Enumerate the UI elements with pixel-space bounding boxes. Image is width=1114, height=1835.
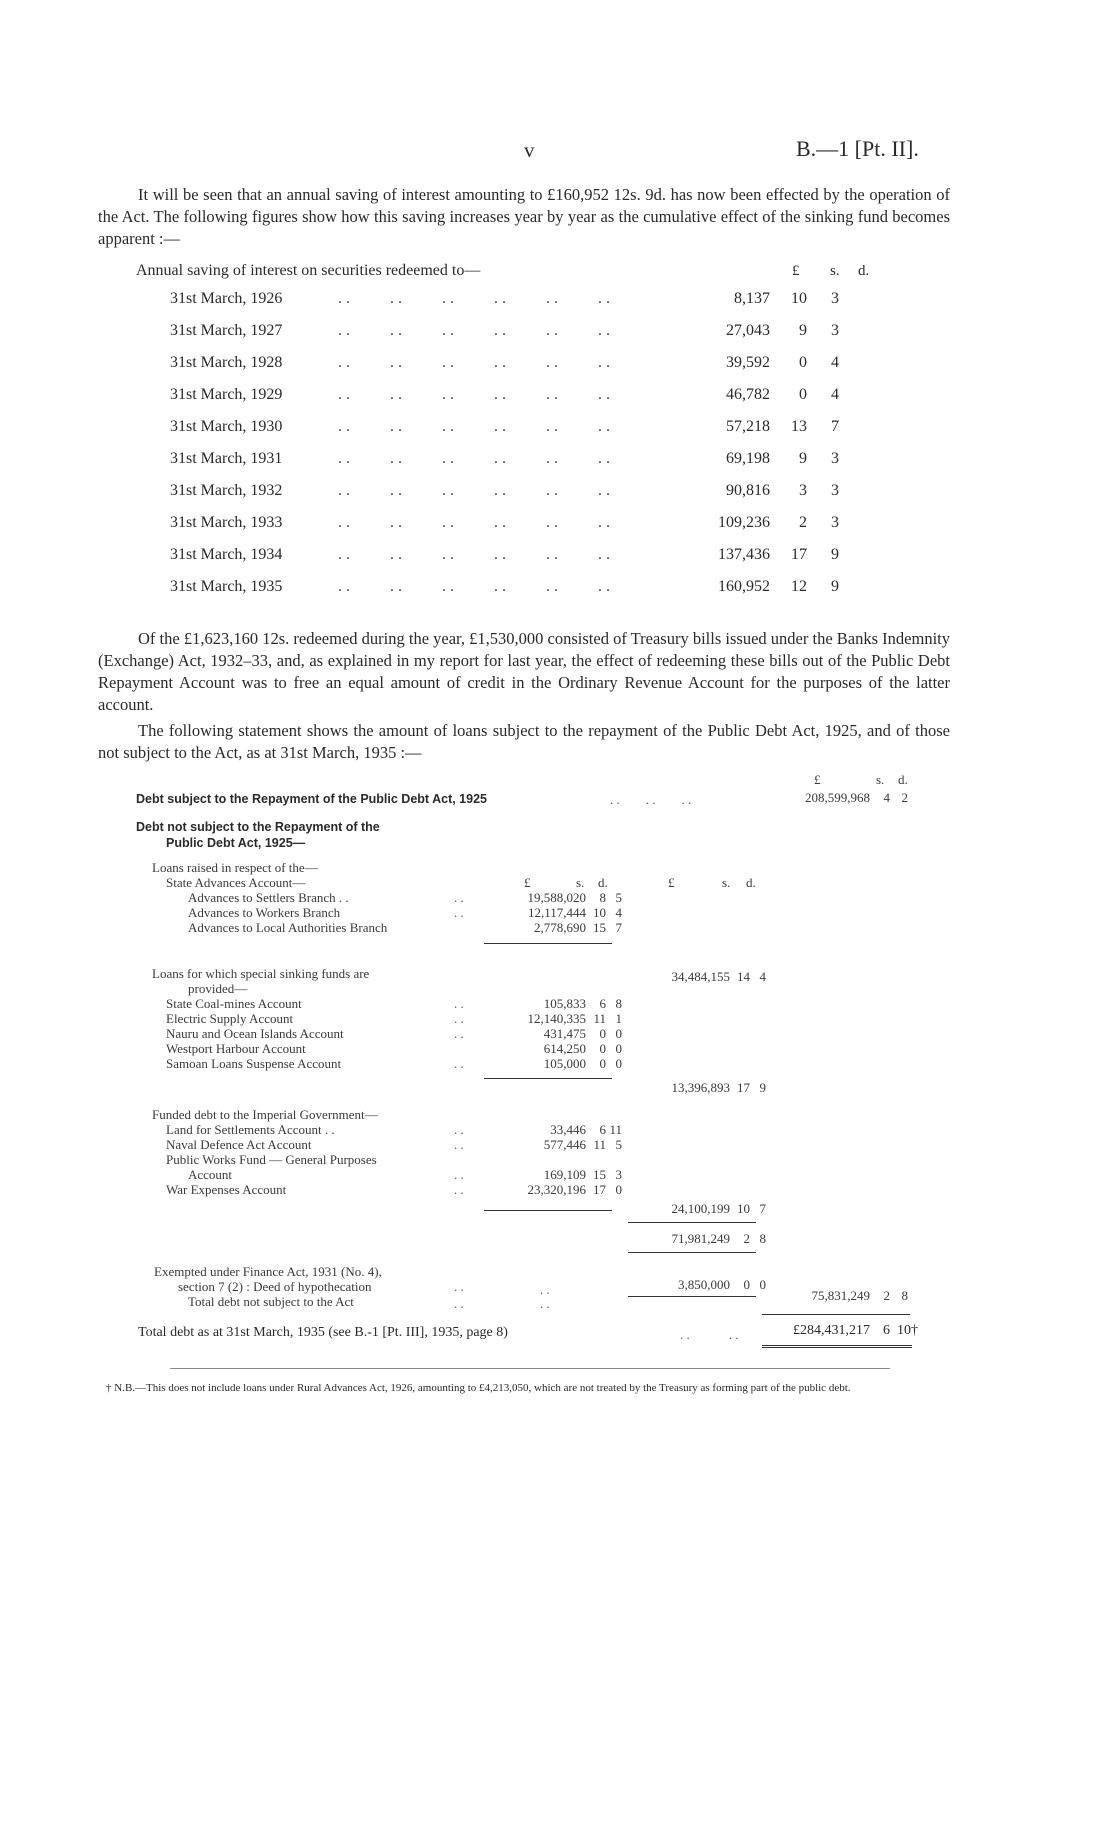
special-total-s: 17 xyxy=(737,1080,750,1095)
savings-row-shillings: 17 xyxy=(791,546,807,563)
intro-text: It will be seen that an annual saving of interest amounting to £160,952 12s. 9d. has now been effected by the operation of the Act. The following figures show how this saving increases year by year as the cumulative effect of the sinking fund becomes apparent :— xyxy=(98,185,950,248)
special-row-pounds: 431,475 xyxy=(543,1026,586,1041)
funded-total-d: 7 xyxy=(759,1201,766,1216)
advances-total-s: 14 xyxy=(737,969,750,984)
leader-dots: . . . . . . . . . . . . xyxy=(338,578,610,595)
special-row-pounds: 614,250 xyxy=(543,1041,586,1056)
savings-row-pounds: 90,816 xyxy=(726,482,770,499)
loans-heading-2: State Advances Account— xyxy=(166,875,306,890)
savings-row-date: 31st March, 1932 xyxy=(170,482,283,499)
advance-row-label: Advances to Workers Branch xyxy=(188,905,341,920)
special-row-leader: . . xyxy=(454,996,464,1011)
inner-col-d: d. xyxy=(598,875,608,890)
savings-row-date: 31st March, 1930 xyxy=(170,418,283,435)
leader-dots: . . . . . . . . . . . . xyxy=(338,450,610,467)
not-subject-heading-1: Debt not subject to the Repayment of the xyxy=(136,820,380,834)
special-rule xyxy=(484,1078,612,1079)
savings-row-date: 31st March, 1931 xyxy=(170,450,283,467)
funded-row-label: Land for Settlements Account . . xyxy=(166,1122,335,1137)
funded-row-shillings: 15 xyxy=(593,1167,606,1182)
grand-total-label: Total debt as at 31st March, 1935 (see B.-1 [Pt. III], 1935, page 8) xyxy=(138,1325,508,1340)
funded-row-pounds: 577,446 xyxy=(543,1137,586,1152)
savings-row-date: 31st March, 1928 xyxy=(170,354,283,371)
special-row-pence: 0 xyxy=(615,1056,622,1071)
loans-heading-1: Loans raised in respect of the— xyxy=(152,860,318,875)
total-not-subject-rule xyxy=(762,1314,910,1315)
funded-row-pence: 3 xyxy=(615,1167,622,1182)
para-statement-intro xyxy=(98,720,950,764)
leader-dots: . . . . . . . . . . . . xyxy=(338,386,610,403)
savings-row-pounds: 46,782 xyxy=(726,386,770,403)
savings-row-date: 31st March, 1927 xyxy=(170,322,283,339)
savings-row-pounds: 27,043 xyxy=(726,322,770,339)
special-heading-2: provided— xyxy=(188,981,248,996)
advance-row-pence: 7 xyxy=(615,920,622,935)
special-row-leader: . . xyxy=(454,1026,464,1041)
top-col-l: £ xyxy=(814,772,821,787)
advance-row-label: Advances to Settlers Branch . . xyxy=(188,890,349,905)
special-row-shillings: 0 xyxy=(599,1041,606,1056)
exempted-leader: . . xyxy=(454,1279,464,1294)
savings-row-pence: 7 xyxy=(831,418,839,435)
leader-dots: . . . . . . . . . . . . xyxy=(338,322,610,339)
special-row-pence: 1 xyxy=(615,1011,622,1026)
sum-total-l: 71,981,249 xyxy=(671,1231,730,1246)
savings-row-shillings: 2 xyxy=(799,514,807,531)
special-row-shillings: 0 xyxy=(599,1026,606,1041)
savings-row-pence: 4 xyxy=(831,354,839,371)
savings-row-pounds: 69,198 xyxy=(726,450,770,467)
page-number: v xyxy=(524,138,535,162)
savings-row-shillings: 10 xyxy=(791,290,807,307)
funded-row-pounds: 33,446 xyxy=(550,1122,586,1137)
exempted-leader-2: . . xyxy=(540,1282,550,1297)
savings-row-pence: 3 xyxy=(831,514,839,531)
savings-row-date: 31st March, 1935 xyxy=(170,578,283,595)
savings-row xyxy=(170,578,870,604)
savings-row-pounds: 160,952 xyxy=(718,578,770,595)
funded-row-label: War Expenses Account xyxy=(166,1182,287,1197)
funded-heading: Funded debt to the Imperial Government— xyxy=(152,1107,378,1122)
leader-dots: . . . . . . . . . . . . xyxy=(338,546,610,563)
top-col-d: d. xyxy=(898,772,908,787)
advance-row-leader: . . xyxy=(454,890,464,905)
funded-row-shillings: 6 xyxy=(599,1122,606,1137)
exempted-val-d: 0 xyxy=(759,1277,766,1292)
funded-row-leader: . . xyxy=(454,1182,464,1197)
top-col-s: s. xyxy=(876,772,885,787)
savings-col-s: s. xyxy=(830,263,840,279)
leader-dots: . . . . . . . . . . . . xyxy=(338,354,610,371)
redemption-text: Of the £1,623,160 12s. redeemed during the year, £1,530,000 consisted of Treasury bills issued under the Banks Indemnity (Exchange) Act, 1932–33, and, as explained in my report for last year, the effect of redeeming these bills out of the Public Debt Repayment Account was to free an equal amount of credit in the Ordinary Revenue Account for the purposes of the latter account. xyxy=(98,629,950,714)
special-row-label: Westport Harbour Account xyxy=(166,1041,306,1056)
statement-intro-text: The following statement shows the amount of loans subject to the repayment of the Public Debt Act, 1925, and of those not subject to the Act, as at 31st March, 1935 :— xyxy=(98,721,950,762)
savings-heading: Annual saving of interest on securities redeemed to— xyxy=(136,262,481,279)
advance-row-pounds: 19,588,020 xyxy=(527,890,586,905)
savings-row-shillings: 9 xyxy=(799,322,807,339)
total-not-subject-leader: . . xyxy=(454,1296,464,1311)
savings-row-pounds: 57,218 xyxy=(726,418,770,435)
special-row-shillings: 0 xyxy=(599,1056,606,1071)
special-row-label: Samoan Loans Suspense Account xyxy=(166,1056,342,1071)
total-not-subject-label: Total debt not subject to the Act xyxy=(188,1294,354,1309)
funded-row-shillings: 11 xyxy=(593,1137,606,1152)
advance-row-leader: . . xyxy=(454,905,464,920)
savings-col-l: £ xyxy=(792,263,800,279)
advance-row-pounds: 12,117,444 xyxy=(527,905,586,920)
special-row-pence: 0 xyxy=(615,1041,622,1056)
special-row-leader: . . xyxy=(454,1056,464,1071)
special-row-pounds: 105,000 xyxy=(543,1056,586,1071)
savings-row-pence: 3 xyxy=(831,290,839,307)
subject-d: 2 xyxy=(901,790,908,805)
leader-dots: . . . . . . . . . . . . xyxy=(338,290,610,307)
special-row-shillings: 11 xyxy=(593,1011,606,1026)
funded-row-leader: . . xyxy=(454,1137,464,1152)
savings-row xyxy=(170,418,870,444)
savings-row-pence: 4 xyxy=(831,386,839,403)
special-row-pounds: 12,140,335 xyxy=(527,1011,586,1026)
funded-row-leader: . . xyxy=(454,1122,464,1137)
grand-total-leader: . . . . xyxy=(680,1327,739,1342)
savings-row-pence: 9 xyxy=(831,578,839,595)
leader-dots: . . . . . . . . . . . . xyxy=(338,482,610,499)
mid-col-l: £ xyxy=(668,875,675,890)
subject-leader: . . . . . . xyxy=(610,792,692,807)
funded-row-pounds: 23,320,196 xyxy=(527,1182,586,1197)
funded-total-s: 10 xyxy=(737,1201,750,1216)
savings-row-pounds: 8,137 xyxy=(734,290,770,307)
advance-row-label: Advances to Local Authorities Branch xyxy=(188,920,388,935)
funded-row-label: Public Works Fund — General Purposes xyxy=(166,1152,377,1167)
exempted-line-1: Exempted under Finance Act, 1931 (No. 4), xyxy=(154,1264,382,1279)
savings-row-date: 31st March, 1929 xyxy=(170,386,283,403)
funded-row-leader: . . xyxy=(454,1167,464,1182)
leader-dots: . . . . . . . . . . . . xyxy=(338,514,610,531)
funded-row-label: Naval Defence Act Account xyxy=(166,1137,312,1152)
funded-row-shillings: 17 xyxy=(593,1182,606,1197)
exempted-line-2: section 7 (2) : Deed of hypothecation xyxy=(178,1279,372,1294)
funded-row-pounds: 169,109 xyxy=(543,1167,586,1182)
funded-row-label: Account xyxy=(188,1167,233,1182)
total-not-subject-d: 8 xyxy=(901,1288,908,1303)
funded-total-l: 24,100,199 xyxy=(671,1201,730,1216)
special-row-label: State Coal-mines Account xyxy=(166,996,302,1011)
savings-col-d: d. xyxy=(858,263,870,279)
special-heading-1: Loans for which special sinking funds are xyxy=(152,966,370,981)
savings-row-shillings: 0 xyxy=(799,354,807,371)
savings-row-pence: 3 xyxy=(831,322,839,339)
savings-row xyxy=(170,546,870,572)
inner-col-s: s. xyxy=(576,875,585,890)
special-row-shillings: 6 xyxy=(599,996,606,1011)
special-total-l: 13,396,893 xyxy=(671,1080,730,1095)
footnote: † N.B.—This does not include loans under Rural Advances Act, 1926, amounting to £4,213,050, which are not treated by the Treasury as forming part of the public debt. xyxy=(106,1382,851,1394)
total-not-subject-s: 2 xyxy=(883,1288,890,1303)
advances-rule xyxy=(484,943,612,944)
special-row-pence: 8 xyxy=(615,996,622,1011)
special-row-pounds: 105,833 xyxy=(543,996,586,1011)
savings-row xyxy=(170,386,870,412)
savings-row-date: 31st March, 1934 xyxy=(170,546,283,563)
funded-total-rule xyxy=(628,1222,756,1223)
sum-total-rule xyxy=(628,1252,756,1253)
savings-row-shillings: 9 xyxy=(799,450,807,467)
leader-dots: . . . . . . . . . . . . xyxy=(338,418,610,435)
savings-row xyxy=(170,322,870,348)
savings-row-pence: 3 xyxy=(831,482,839,499)
savings-row-pounds: 109,236 xyxy=(718,514,770,531)
advance-row-shillings: 15 xyxy=(593,920,606,935)
subject-s: 4 xyxy=(883,790,890,805)
sum-total-d: 8 xyxy=(759,1231,766,1246)
total-not-subject-leader-2: . . xyxy=(540,1296,550,1311)
not-subject-heading-2: Public Debt Act, 1925— xyxy=(166,836,306,850)
savings-row-date: 31st March, 1933 xyxy=(170,514,283,531)
funded-row-pence: 0 xyxy=(615,1182,622,1197)
advance-row-pence: 5 xyxy=(615,890,622,905)
subject-heading: Debt subject to the Repayment of the Public Debt Act, 1925 xyxy=(136,792,487,806)
savings-row-pounds: 137,436 xyxy=(718,546,770,563)
intro-paragraph xyxy=(98,184,950,250)
advances-total-l: 34,484,155 xyxy=(671,969,730,984)
special-row-leader: . . xyxy=(454,1011,464,1026)
funded-row-pence: 11 xyxy=(609,1122,622,1137)
savings-row-pounds: 39,592 xyxy=(726,354,770,371)
savings-row-pence: 9 xyxy=(831,546,839,563)
advance-row-shillings: 10 xyxy=(593,905,606,920)
advance-row-shillings: 8 xyxy=(599,890,606,905)
sum-total-s: 2 xyxy=(743,1231,750,1246)
advance-row-pounds: 2,778,690 xyxy=(534,920,586,935)
exempted-val-s: 0 xyxy=(743,1277,750,1292)
special-total-d: 9 xyxy=(759,1080,766,1095)
savings-row-shillings: 12 xyxy=(791,578,807,595)
savings-row xyxy=(170,290,870,316)
savings-row xyxy=(170,354,870,380)
savings-row xyxy=(170,514,870,540)
funded-rule xyxy=(484,1210,612,1211)
inner-col-l: £ xyxy=(524,875,531,890)
grand-total-s: 6 xyxy=(883,1323,890,1338)
subject-l: 208,599,968 xyxy=(805,790,870,805)
grand-total-double-rule xyxy=(762,1345,912,1348)
savings-row-date: 31st March, 1926 xyxy=(170,290,283,307)
exempted-rule xyxy=(628,1296,756,1297)
exempted-val-l: 3,850,000 xyxy=(678,1277,730,1292)
grand-total-l: £284,431,217 xyxy=(793,1323,870,1338)
advances-total-d: 4 xyxy=(759,969,766,984)
mid-col-s: s. xyxy=(722,875,731,890)
funded-row-pence: 5 xyxy=(615,1137,622,1152)
footnote-separator xyxy=(170,1368,890,1369)
savings-row-shillings: 0 xyxy=(799,386,807,403)
special-row-label: Electric Supply Account xyxy=(166,1011,294,1026)
savings-row xyxy=(170,450,870,476)
special-row-label: Nauru and Ocean Islands Account xyxy=(166,1026,344,1041)
mid-col-d: d. xyxy=(746,875,756,890)
special-row-pence: 0 xyxy=(615,1026,622,1041)
savings-row xyxy=(170,482,870,508)
savings-row-shillings: 13 xyxy=(791,418,807,435)
savings-row-shillings: 3 xyxy=(799,482,807,499)
document-reference: B.—1 [Pt. II]. xyxy=(796,136,919,161)
savings-row-pence: 3 xyxy=(831,450,839,467)
total-not-subject-l: 75,831,249 xyxy=(811,1288,870,1303)
advance-row-pence: 4 xyxy=(615,905,622,920)
para-redemption xyxy=(98,628,950,716)
grand-total-d: 10† xyxy=(897,1323,918,1338)
